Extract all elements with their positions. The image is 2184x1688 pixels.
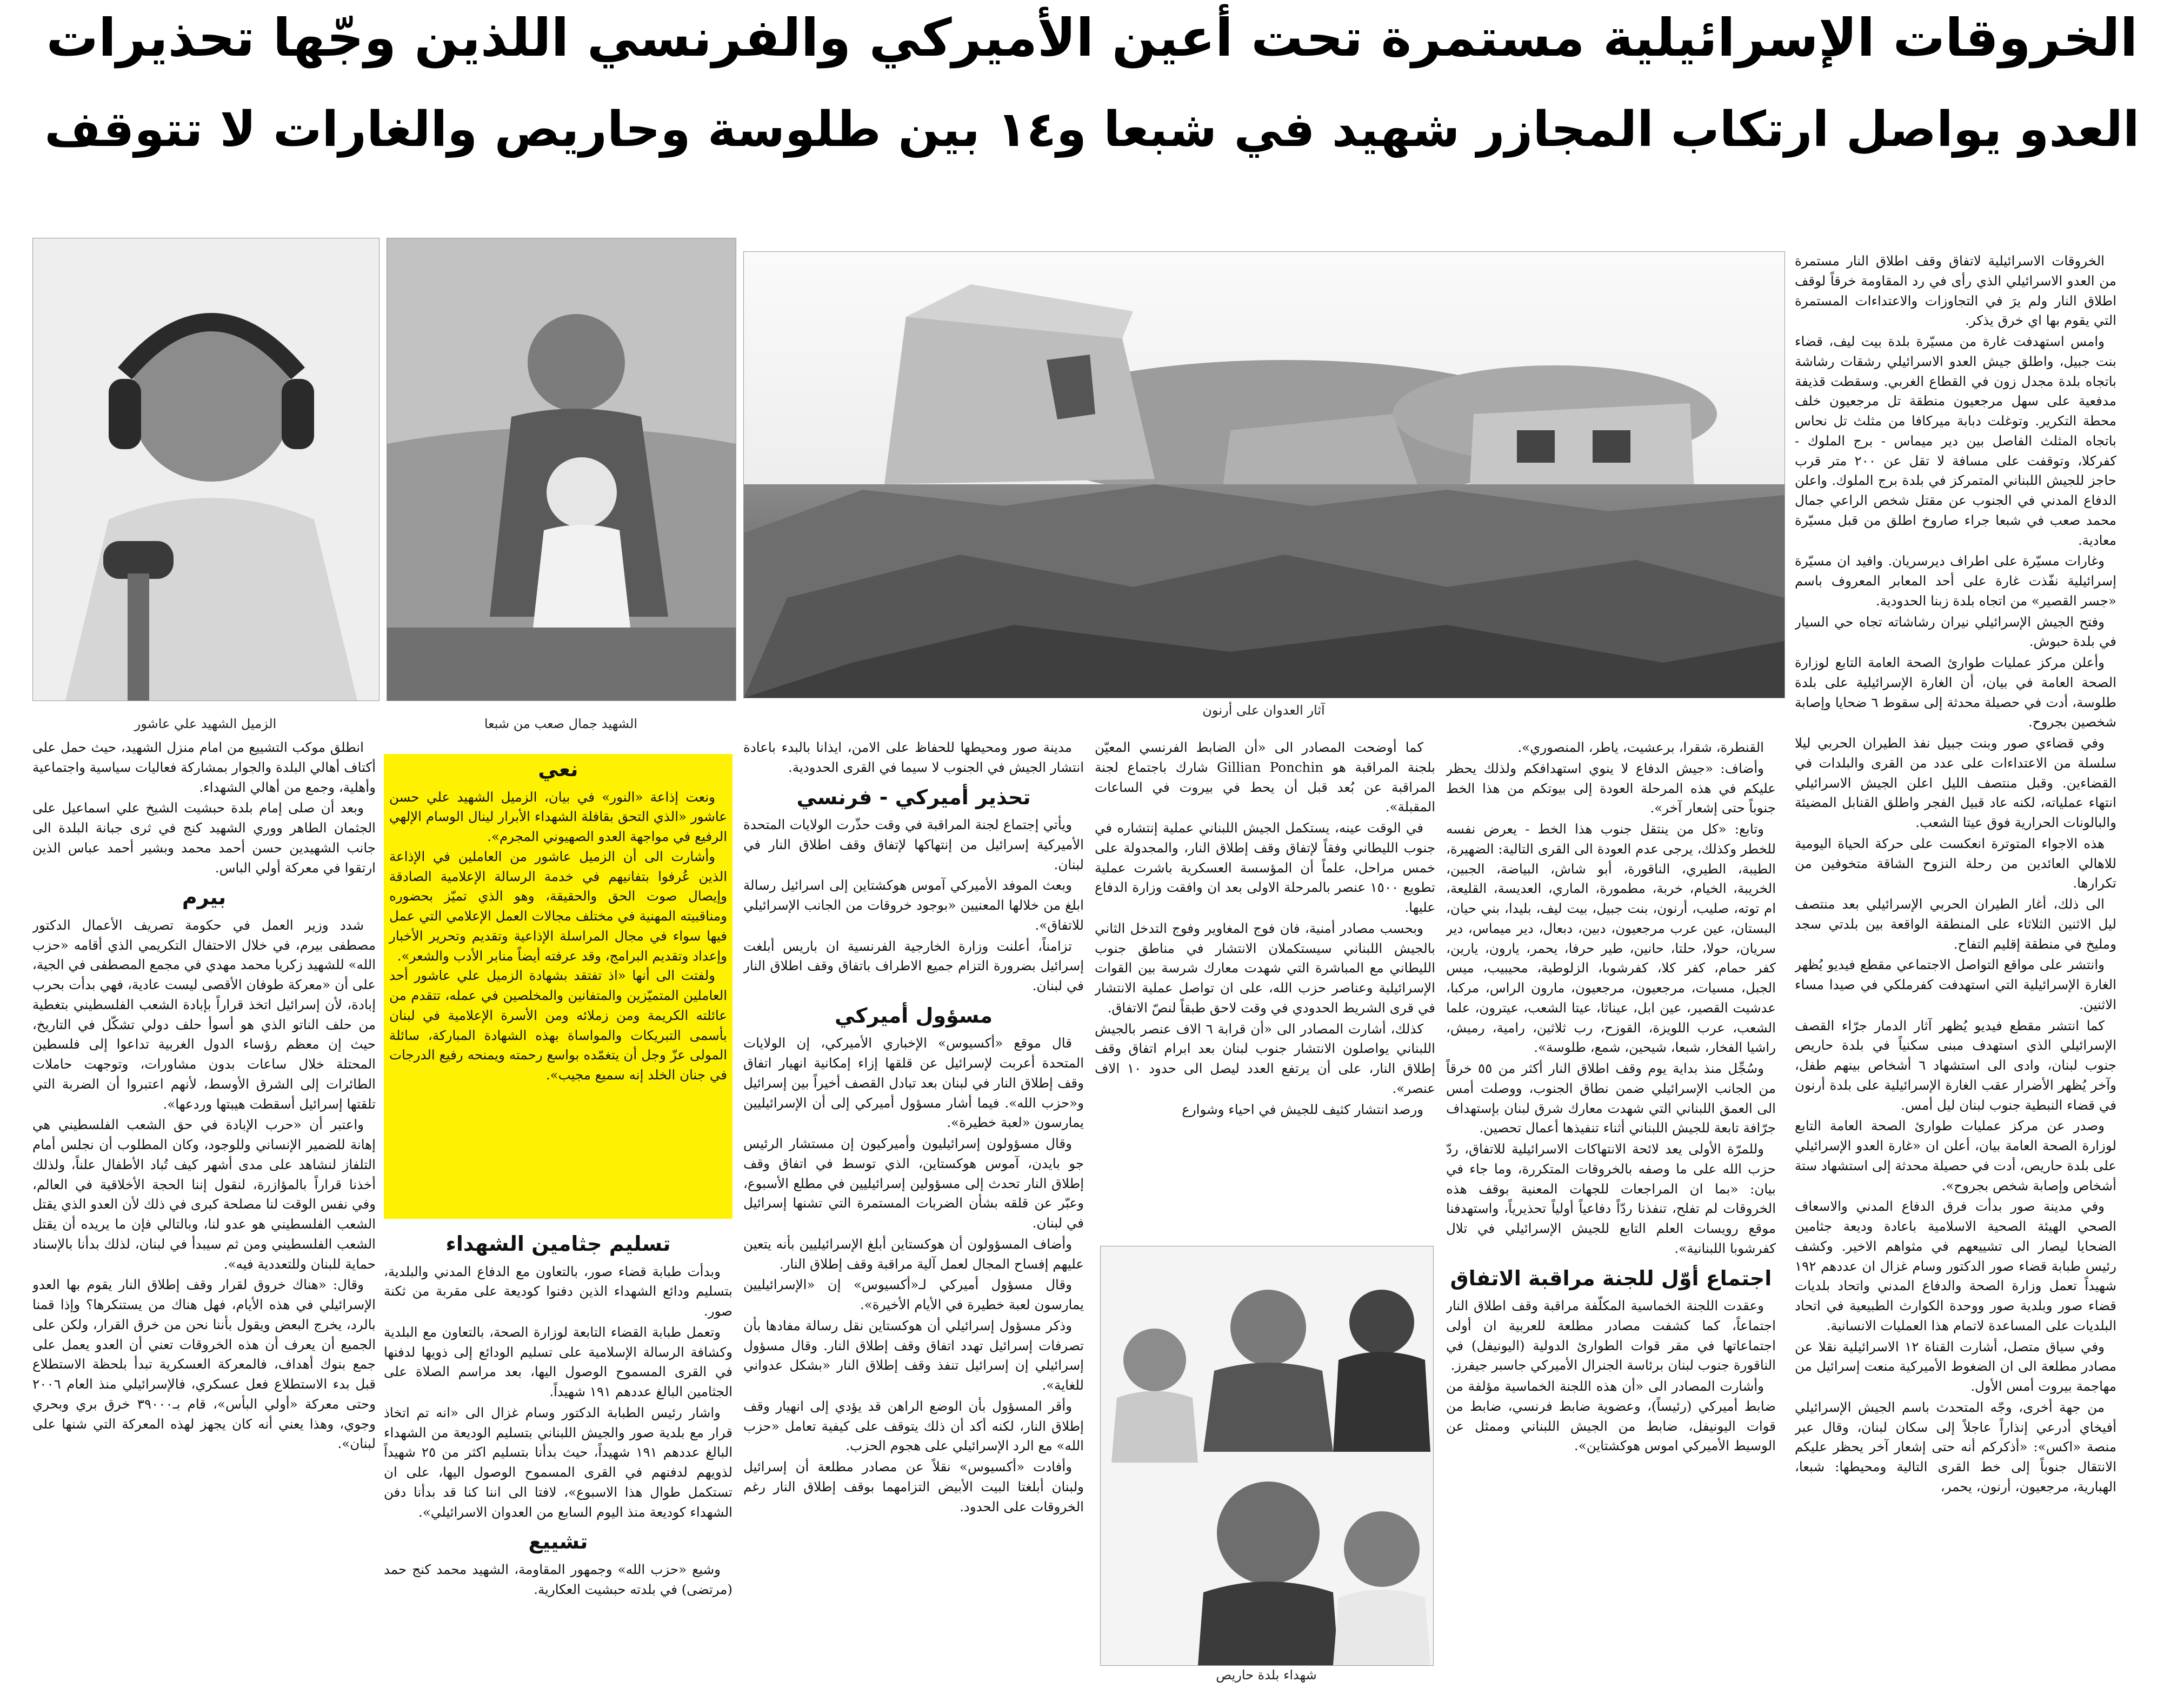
article-column-1 bbox=[1795, 251, 2116, 1678]
article-column-5 bbox=[384, 1224, 733, 1678]
paragraph: وقال مسؤولون إسرائيليون وأميركيون إن مستشار الرئيس جو بايدن، آموس هوكستاين، الذي توسط في اتفاق وقف إطلاق النار تحدث إلى مسؤولين إسرائيليين في مطلع الأسبوع، وعبّر عن قلقه بشأن الضربات المستمرة التي تشنها إسرائيل في لبنان. bbox=[743, 1136, 1084, 1231]
journalist-photo bbox=[32, 238, 379, 701]
subheading: مسؤول أميركي bbox=[834, 1003, 993, 1028]
father-child-photo bbox=[387, 238, 736, 701]
paragraph: وأضاف: «جيش الدفاع لا ينوي استهدافكم ولذلك يحظر عليكم في هذه المرحلة العودة إلى بيوتكم من هذا الخط جنوباً حتى إشعار آخر». bbox=[1446, 760, 1776, 816]
paragraph: وللمرّة الأولى يعد لائحة الانتهاكات الاسرائيلية للاتفاق، ردّ حزب الله على ما وصفه بالخروقات المتكررة، وما جاء في بيان: «بما ان المراجعات للجهات المعنية بوقف هذه الخروقات لم تفلح، تنفذنا ردّاً دفاعياً أولياً تحذيرياً، واستهدفنا موقع رويسات العلم التابع للجيش الإسرائيلي في تلال كفرشوبا اللبنانية». bbox=[1446, 1141, 1776, 1256]
obituary-title: نعي bbox=[538, 757, 578, 781]
paragraph: وأعلن مركز عمليات طوارئ الصحة العامة التابع لوزارة الصحة العامة في بيان، أن الغارة الإسرائيلية على بلدة طلوسة، أدت في حصيلة محدثة إلى سقوط ٦ ضحايا وإصابة شخصين بجروح. bbox=[1795, 655, 2116, 730]
paragraph: وغارات مسيّرة على اطراف ديرسريان. وافيد ان مسيّرة إسرائيلية نفّذت غارة على أحد المعابر المعروف باسم «جسر القصير» من اتجاه بلدة زبنا الحدودية. bbox=[1795, 553, 2116, 609]
paragraph: وعقدت اللجنة الخماسية المكلّفة مراقبة وقف اطلاق النار اجتماعاً، كما كشفت مصادر مطلعة للعربية ان أولى اجتماعاتها في مقر قوات الطوارئ الدولية (اليونيفل) في الناقورة جنوب لبنان برئاسة الجنرال الأميركي جاسبر جيفرز. bbox=[1446, 1298, 1776, 1373]
paragraph: وفي قضاءي صور وبنت جبيل نفذ الطيران الحربي ليلا سلسلة من الاعتداءات على عدد من القرى والبلدات في القضاءين. وقبل منتصف الليل اعلن الجيش الاسرائيلي انتهاء عملياته، لكنه عاد قبيل الفجر واطلق القنابل المضيئة والبالونات الحرارية فوق عيتا الشعب. bbox=[1795, 735, 2116, 830]
paragraph: وسُجِّل منذ بداية يوم وقف اطلاق النار أكثر من ٥٥ خرقاً من الجانب الإسرائيلي ضمن نطاق الجنوب، ووصلت أمس الى العمق اللبناني التي شهدت معارك شرق لبنان بإستهداف جرّافة تابعة للجيش اللبناني أثناء تنفيذها أعمال تحصين. bbox=[1446, 1060, 1776, 1136]
paragraph: قال موقع «أكسيوس» الإخباري الأميركي، إن الولايات المتحدة أعربت لإسرائيل عن قلقها إزاء إمكانية انهيار اتفاق وقف إطلاق النار في لبنان بعد تبادل القصف أخيراً بين إسرائيل و«حزب الله». فيما أشار مسؤول أميركي إلى أن الإسرائيليين يمارسون «لعبة خطيرة». bbox=[743, 1035, 1084, 1131]
paragraph: وامس استهدفت غارة من مسيّرة بلدة بيت ليف، قضاء بنت جبيل، واطلق جيش العدو الاسرائيلي رشقات رشاشة باتجاه بلدة مجدل زون في القطاع الغربي. وسقطت قذيفة مدفعية على سهل مرجعيون منطقة تل مرجعيون خلف محطة التكرير. وتوغلت دبابة ميركافا من مثلث تل نحاس باتجاه المثلث الفاصل بين دير ميماس - برج الملوك - كفركلا، وتوقفت على مسافة لا تقل عن ٢٠٠ متر قرب حاجز للجيش اللبناني المتمركز في بلدة برج الملوك. واعلن الدفاع المدني في الجنوب عن مقتل شخص الراعي جمال محمد صعب في شبعا جراء صاروخ اطلق من قبل مسيّرة معادية. bbox=[1795, 333, 2116, 548]
headline-line-2: العدو يواصل ارتكاب المجازر شهيد في شبعا و١٤ بين طلوسة وحاريص والغارات لا تتوقف bbox=[44, 101, 2140, 158]
paragraph: كما انتشر مقطع فيديو يُظهر آثار الدمار جرّاء القصف الإسرائيلي الذي استهدف مبنى سكنياً في بلدة حاريص جنوب لبنان، وادى الى استشهاد ٦ أشخاص بينهم طفل، وآخر يُظهر الأضرار عقب الغارة الإسرائيلية على بلدة أرنون في قضاء النبطية جنوب لبنان ليل أمس. bbox=[1795, 1017, 2116, 1113]
paragraph: القنطرة، شقرا، برعشيت، ياطر، المنصوري». bbox=[1517, 739, 1764, 755]
obituary-box bbox=[384, 754, 733, 1219]
subheading: اجتماع أوّل للجنة مراقبة الاتفاق bbox=[1450, 1266, 1772, 1290]
paragraph: وبحسب مصادر أمنية، فان فوج المغاوير وفوج التدخل الثاني بالجيش اللبناني سيستكملان الانتشار في مناطق جنوب الليطاني مع المباشرة التي شهدت معارك شرسة بين القوات الإسرائيلية وعناصر حزب الله، على ان تواصل عملية الانتشار في قرى الشريط الحدودي في وقت لاحق طبقاً لنصّ الاتفاق. bbox=[1095, 920, 1435, 1016]
paragraph: وانتشر على مواقع التواصل الاجتماعي مقطع فيديو يُظهر الغارة الإسرائيلية التي استهدفت كفرملكي في صيدا مساء الاثنين. bbox=[1795, 957, 2116, 1012]
rubble-image bbox=[744, 252, 1785, 698]
paragraph: وشيع «حزب الله» وجمهور المقاومة، الشهيد محمد كنج حمد (مرتضى) في بلدته حبشيت العكارية. bbox=[384, 1561, 733, 1597]
paragraph: هذه الاجواء المتوترة انعكست على حركة الحياة اليومية للاهالي العائدين من رحلة النزوح الشاقة متخوفين من تكرارها. bbox=[1795, 835, 2116, 891]
paragraph: ونعت إذاعة «النور» في بيان، الزميل الشهيد علي حسن عاشور «الذي التحق بقافلة الشهداء الأبرار لينال الوسام الإلهي الرفيع في مواجهة العدو الصهيوني المجرم». bbox=[389, 789, 727, 845]
paragraph: وقال مسؤول أميركي لـ«أكسيوس» إن «الإسرائيليين يمارسون لعبة خطيرة في الأيام الأخيرة». bbox=[743, 1277, 1084, 1313]
paragraph: واشار رئيس الطبابة الدكتور وسام غزال الى «انه تم اتخاذ قرار مع بلدية صور والجيش اللبناني بتسليم الوديعة من الشهداء البالغ عددهم ١٩١ شهيداً، حيث بدأنا بتسليم اكثر من ٢٥ شهيداً لذويهم لدفنهم في القرى المسموح الوصول اليها، على ان تستكمل طوال هذا الاسبوع»، لافتا الى اننا كنا قد بدأنا دفن الشهداء كوديعة منذ اليوم السابع من العدوان الاسرائيلي». bbox=[384, 1404, 733, 1520]
martyr-father-child-image bbox=[387, 238, 736, 700]
paragraph: وأقر المسؤول بأن الوضع الراهن قد يؤدي إلى انهيار وقف إطلاق النار، لكنه أكد أن ذلك يتوقف على كيفية تعامل «حزب الله» مع الرد الإسرائيلي على هجوم الحزب. bbox=[743, 1398, 1084, 1454]
paragraph: في الوقت عينه، يستكمل الجيش اللبناني عملية إنتشاره في جنوب الليطاني وفقاً لإتفاق وقف إطلاق النار، والمجدولة على خمس مراحل، علماً أن المؤسسة العسكرية باشرت عملية تطويع ١٥٠٠ عنصر بالمرحلة الاولى بعد ان وافقت وزارة الدفاع عليها. bbox=[1095, 820, 1435, 915]
paragraph: كما أوضحت المصادر الى «أن الضابط الفرنسي المعيّن بلجنة المراقبة هو Gillian Ponchin شارك باجتماع لجنة المراقبة عن بُعد قبل أن يحط في بيروت في الساعات المقبلة». bbox=[1095, 739, 1435, 815]
paragraph: وأشارت المصادر الى «أن هذه اللجنة الخماسية مؤلفة من ضابط أميركي (رئيساً)، وعضوية ضابط فرنسي، ضابط من قوات اليونيفل، ضابط من الجيش اللبناني وممثل عن الوسيط الأميركي اموس هوكشتاين». bbox=[1446, 1378, 1776, 1454]
paragraph: ولفتت الى أنها «اذ تفتقد بشهادة الزميل علي عاشور أحد العاملين المتميّزين والمتفانين والمخلصين في عمله، تتقدم من عائلته الكريمة ومن زملائه ومن الأسرة الإعلامية في لبنان بأسمى التبريكات والمواساة بهذه الشهادة المباركة، سائلة المولى عزّ وجل أن يتغمّده بواسع رحمته ويمنحه رفيع الدرجات في جنان الخلد إنه سميع مجيب». bbox=[389, 968, 727, 1083]
rubble-caption: آثار العدوان على أرنون bbox=[1202, 703, 1325, 718]
paragraph: الخروقات الاسرائيلية لاتفاق وقف اطلاق النار مستمرة من العدو الاسرائيلي الذي رأى في رد المقاومة خرقاً لوقف اطلاق النار ولم يرَ في التجاوزات والاعتداءات المستمرة التي يقوم بها اي خرق يذكر. bbox=[1795, 253, 2116, 329]
paragraph: وأشارت الى أن الزميل عاشور من العاملين في الإذاعة الذين عُرفوا بتفانيهم في خدمة الرسالة الإعلامية الصادقة وإيصال صوت الحق والحقيقة، وهو الذي تميّز بحضوره ومناقبيته المهنية في مختلف مجالات العمل الإعلامي التي عمل فيها سواء في مجال المراسلة الإذاعية وتقديم وتحرير الأخبار وإعداد وتقديم البرامج، وقد عرفته أيضاً منابر الأدب والشعر». bbox=[389, 848, 727, 964]
journalist-caption: الزميل الشهيد علي عاشور bbox=[134, 716, 277, 731]
subheading: بيرم bbox=[182, 885, 227, 910]
paragraph: وأضاف المسؤولون أن هوكستاين أبلغ الإسرائيليين بأنه يتعين عليهم إفساح المجال لعمل آلية مراقبة وقف إطلاق النار. bbox=[743, 1236, 1084, 1272]
paragraph: من جهة أخرى، وجّه المتحدث باسم الجيش الإسرائيلي أفيخاي أدرعي إنذاراً عاجلاً إلى سكان لبنان، وقال عبر منصة «اكس»: «أذكركم أنه حتى إشعار آخر يحظر عليكم الانتقال جنوباً إلى خط القرى التالية ومحيطها: شبعا، الهبارية، مرجعيون، أرنون، يحمر، bbox=[1795, 1399, 2116, 1494]
headline-line-1: الخروقات الإسرائيلية مستمرة تحت أعين الأميركي والفرنسي اللذين وجّها تحذيرات bbox=[46, 8, 2138, 68]
father-child-caption: الشهيد جمال صعب من شبعا bbox=[484, 716, 638, 731]
paragraph: كذلك، أشارت المصادر الى «أن قرابة ٦ الاف عنصر بالجيش اللبناني يواصلون الانتشار جنوب لبنان بعد ابرام اتفاق وقف إطلاق النار، على أن يرتفع العدد ليصل الى حدود ١٠ الاف عنصر». bbox=[1095, 1020, 1435, 1096]
journalist-ali-ashour-image bbox=[33, 238, 379, 700]
paragraph: الى ذلك، أغار الطيران الحربي الإسرائيلي بعد منتصف ليل الاثنين الثلاثاء على المنطقة الواقعة بين بلدتي سجد ومليخ في منطقة إقليم التفاح. bbox=[1795, 896, 2116, 952]
subheading: تسليم جثامين الشهداء bbox=[445, 1232, 671, 1256]
paragraph: وفي مدينة صور بدأت فرق الدفاع المدني والاسعاف الصحي الهيئة الصحية الاسلامية باعادة وديعة جثامين الضحايا ليصار الى تشييعهم في مثواهم الاخير. وكشف رئيس طبابة قضاء صور الدكتور وسام غزال ان عددهم ١٩٢ شهيداً تعمل وزارة الصحة والدفاع المدني واتحاد بلديات قضاء صور وبلدية صور ووحدة الكوارث الطبيعية في اتحاد البلديات على المساعدة لاتمام هذا العمليات الانسانية. bbox=[1795, 1198, 2116, 1333]
paragraph: وقال: «هناك خروق لقرار وقف إطلاق النار يقوم بها العدو الإسرائيلي في هذه الأيام، فهل هناك من يستنكرها؟ وإذا قمنا بالرد، يخرج البعض ويقول بأننا نحن من خرق القرار، ولكن على الجميع أن يعرف أن هذه الخروقات تعني أن العدو يعمل على جمع بنوك أهداف، فالمعركة العسكرية تبدأ بلحظة الاستطلاع قبل بدء الاستطلاع فعل عسكري، فالإسرائيلي منذ العام ٢٠٠٦ وحتى معركة «أولي البأس»، قام بـ٣٩٠٠٠ خرق بري وبحري وجوي، وهذا يعني أنه كان يجهز لهذه المعركة التي شنها على لبنان». bbox=[32, 1277, 376, 1452]
paragraph: شدد وزير العمل في حكومة تصريف الأعمال الدكتور مصطفى بيرم، في خلال الاحتفال التكريمي الذي أقامه «حزب الله» للشهيد زكريا محمد مهدي في مجمع المصطفى في الجية، على أن «معركة طوفان الأقصى ليست عادية، فهي بدأت بحرب إبادة، لأن إسرائيل اتخذ قراراً بإبادة الشعب الفلسطيني بتغطية من حلف الناتو الذي هو أسوأ حلف دولي تشكّل في التاريخ، حيث إن معظم رؤساء الدول الغربية تداعوا إلى فلسطين المحتلة خلال ساعات بدون مشاورات، وتوجهت حاملات الطائرات إلى الشرق الأوسط، لأنهم اعتبروا أن الضربة التي تلقتها إسرائيل أسقطت هيبتها وردعها». bbox=[32, 917, 376, 1112]
paragraph: انطلق موكب التشييع من امام منزل الشهيد، حيث حمل على أكتاف أهالي البلدة والجوار بمشاركة فعاليات سياسية واجتماعية وأهلية، وجمع من أهالي الشهداء. bbox=[32, 739, 376, 795]
paragraph: تزامناً، أعلنت وزارة الخارجية الفرنسية ان باريس أبلغت إسرائيل بضرورة التزام جميع الاطراف باتفاق وقف اطلاق النار في لبنان. bbox=[743, 938, 1084, 994]
article-column-4 bbox=[743, 738, 1084, 1678]
paragraph: وبدأت طبابة قضاء صور، بالتعاون مع الدفاع المدني والبلدية، بتسليم ودائع الشهداء الذين دفنوا كوديعة على مقربة من ثكنة صور. bbox=[384, 1263, 733, 1319]
subheading: تشييع bbox=[528, 1530, 588, 1554]
paragraph: مدينة صور ومحيطها للحفاظ على الامن، ايذانا بالبدء باعادة انتشار الجيش في الجنوب لا سيما في القرى الحدودية. bbox=[743, 739, 1084, 775]
paragraph: ويأتي إجتماع لجنة المراقبة في وقت حذّرت الولايات المتحدة الأميركية إسرائيل من إنتهاكها لإتفاق وقف اطلاق النار في لبنان. bbox=[743, 817, 1084, 872]
article-column-3 bbox=[1095, 738, 1435, 1230]
paragraph: وبعث الموفد الأميركي آموس هوكشتاين إلى اسرائيل رسالة ابلغ من خلالها المعنيين «بوجود خروقات من الجانب الإسرائيلي للاتفاق». bbox=[743, 877, 1084, 933]
haris-martyrs-image bbox=[1101, 1246, 1433, 1665]
subheading: تحذير أميركي - فرنسي bbox=[796, 785, 1031, 809]
rubble-photo bbox=[743, 251, 1785, 698]
article-column-2 bbox=[1446, 738, 1776, 1678]
paragraph: وصدر عن مركز عمليات طوارئ الصحة العامة التابع لوزارة الصحة العامة بيان، أعلن ان «غارة العدو الإسرائيلي على بلدة حاريص، أدت في حصيلة محدثة إلى استشهاد ستة أشخاص وإصابة شخص بجروح». bbox=[1795, 1118, 2116, 1193]
paragraph: وبعد أن صلى إمام بلدة حبشيت الشيخ علي اسماعيل على الجثمان الطاهر ووري الشهيد كنج في ثرى جبانة البلدة الى جانب الشهيدين حسن أحمد محمد وبشير أحمد عباس الذين ارتقوا في معركة أولي الباس. bbox=[32, 800, 376, 876]
paragraph: وذكر مسؤول إسرائيلي أن هوكستاين نقل رسالة مفادها بأن تصرفات إسرائيل تهدد اتفاق وقف إطلاق النار. وقال مسؤول إسرائيلي إن إسرائيل تنفذ وقف إطلاق النار «بشكل عدواني للغاية». bbox=[743, 1317, 1084, 1393]
paragraph: وتعمل طبابة القضاء التابعة لوزارة الصحة، بالتعاون مع البلدية وكشافة الرسالة الإسلامية على تسليم الودائع إلى ذويها لدفنها في القرى المسموح الوصول اليها، بعد مراسم الصلاة على الجثامين البالغ عددهم ١٩١ شهيداً. bbox=[384, 1324, 733, 1400]
paragraph: وأفادت «أكسيوس» نقلاً عن مصادر مطلعة أن إسرائيل ولبنان أبلغتا البيت الأبيض التزامهما بوقف إطلاق النار رغم الخروقات على الحدود. bbox=[743, 1459, 1084, 1514]
paragraph: وفي سياق متصل، أشارت القناة ١٢ الاسرائيلية نقلا عن مصادر مطلعة الى ان الضغوط الأميركية منعت إسرائيل من مهاجمة بيروت أمس الأول. bbox=[1795, 1338, 2116, 1394]
paragraph: ورصد انتشار كثيف للجيش في احياء وشوارع bbox=[1182, 1101, 1423, 1117]
article-column-6 bbox=[32, 738, 376, 1678]
haris-martyrs-photo bbox=[1100, 1246, 1434, 1666]
paragraph: واعتبر أن «حرب الإبادة في حق الشعب الفلسطيني هي إهانة للضمير الإنساني وللوجود، وكان المطلوب أن نجلس أمام التلفاز لنشاهد على مدى أشهر كيف تُباد الأطفال علناً، ولذلك أخذنا قراراً بالمؤازرة، لنقول إننا الحجة الأخلاقية في العالم، وفي نفس الوقت لنا مصلحة كبرى في ذلك لأن العدو الذي يقتل الشعب الفلسطيني هو عدو لنا، وبالتالي فإن ما يريده أن يقتل الشعب الفلسطيني ومن ثم سيبدأ في لبنان، لذلك بدأنا بالإسناد حماية للبنان وللتعددية فيه». bbox=[32, 1117, 376, 1272]
paragraph: وتابع: «كل من ينتقل جنوب هذا الخط - يعرض نفسه للخطر وكذلك، يرجى عدم العودة الى القرى التالية: الضهيرة، الطيبة، الطيري، الناقورة، أبو شاش، البياضة، الجبين، الخريبة، الخيام، خربة، مطمورة، الماري، العديسة، القليعة، ام توته، صليب، أرنون، بنت جبيل، بيت ليف، بليدا، بني حيان، البستان، عين عرب مرجعيون، دبين، دبعال، دير ميماس، دير سريان، حولا، حلتا، حانين، طير حرفا، يحمر، يارون، يارين، كفر حمام، كفر كلا، كفرشوبا، الزلوطية، محيبيب، ميس الجبل، مسيات، مرجعيون، مرجعيون، مارون الراس، مركبا، عدشيت القصير، عين ابل، عيناثا، عيتا الشعب، عيترون، علما الشعب، عرب اللويزة، القوزح، رب ثلاثين، رامية، رميش، راشيا الفخار، شبعا، شيحين، شمع، طلوسة». bbox=[1446, 821, 1776, 1056]
haris-caption: شهداء بلدة حاريص bbox=[1216, 1667, 1317, 1683]
paragraph: وفتح الجيش الإسرائيلي نيران رشاشاته تجاه حي السيار في بلدة حبوش. bbox=[1795, 613, 2116, 650]
